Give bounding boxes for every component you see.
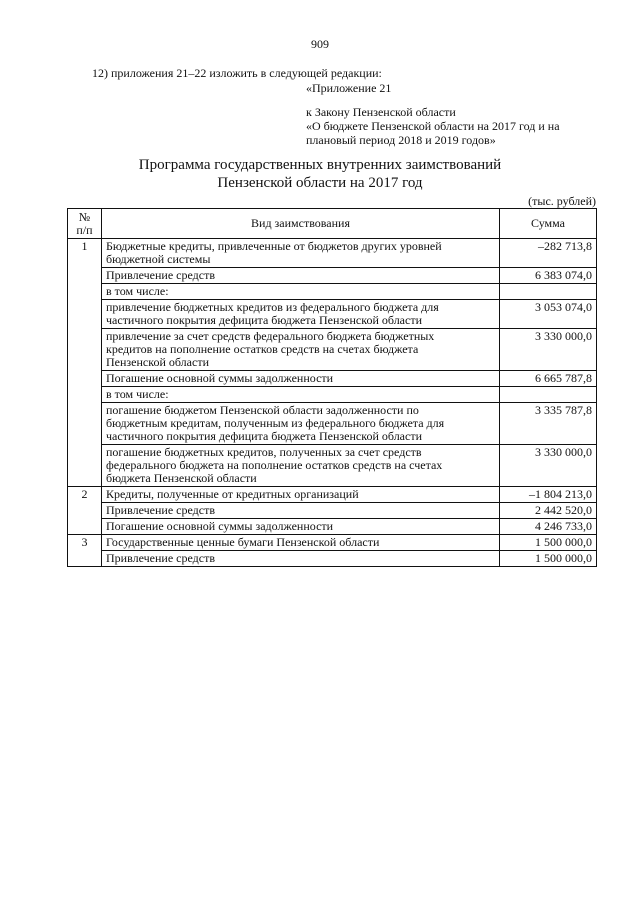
row-amount: 3 330 000,0 — [500, 445, 597, 487]
row-borrowing-type — [102, 535, 500, 551]
row-number — [68, 300, 102, 329]
table-header-row — [68, 209, 597, 239]
row-borrowing-type — [102, 300, 500, 329]
table-row — [68, 268, 597, 284]
row-borrowing-type — [102, 268, 500, 284]
row-text-line: погашение бюджетом Пензенской области задолженности по — [106, 403, 419, 417]
row-amount: 3 330 000,0 — [500, 329, 597, 371]
row-amount: 6 383 074,0 — [500, 268, 597, 284]
row-amount: 6 665 787,8 — [500, 371, 597, 387]
row-amount: –1 804 213,0 — [500, 487, 597, 503]
row-number: 3 — [68, 535, 102, 551]
row-number: 2 — [68, 487, 102, 503]
row-text-line: Погашение основной суммы задолженности — [106, 519, 334, 533]
amendment-intro: 12) приложения 21–22 изложить в следующей редакции: — [92, 66, 382, 80]
law-reference-line: «О бюджете Пензенской области на 2017 год и на — [306, 119, 560, 133]
table-row — [68, 487, 597, 503]
row-number — [68, 403, 102, 445]
row-text-line: Привлечение средств — [106, 503, 215, 517]
row-borrowing-type — [102, 487, 500, 503]
table-row — [68, 551, 597, 567]
table-row — [68, 371, 597, 387]
row-text-line: привлечение бюджетных кредитов из федерального бюджета для — [106, 300, 439, 314]
row-amount: 3 053 074,0 — [500, 300, 597, 329]
page-number: 909 — [311, 37, 329, 51]
row-text-line: Кредиты, полученные от кредитных организаций — [106, 487, 359, 501]
row-text-line: в том числе: — [106, 284, 169, 298]
row-number — [68, 284, 102, 300]
row-number — [68, 519, 102, 535]
document-title-line: Программа государственных внутренних заимствований — [138, 157, 502, 173]
row-amount: 3 335 787,8 — [500, 403, 597, 445]
row-amount — [500, 387, 597, 403]
row-text-line: погашение бюджетных кредитов, полученных за счет средств — [106, 445, 422, 459]
row-borrowing-type — [102, 445, 500, 487]
row-number: 1 — [68, 239, 102, 268]
row-text-line: бюджетной системы — [106, 252, 211, 266]
row-text-line: частичного покрытия дефицита бюджета Пензенской области — [106, 429, 422, 443]
borrowing-program-table — [67, 208, 597, 567]
row-amount — [500, 284, 597, 300]
row-text-line: Привлечение средств — [106, 268, 215, 282]
table-row — [68, 403, 597, 445]
row-number — [68, 371, 102, 387]
row-text-line: частичного покрытия дефицита бюджета Пензенской области — [106, 313, 422, 327]
appendix-label: «Приложение 21 — [306, 81, 392, 95]
row-number — [68, 268, 102, 284]
row-number — [68, 445, 102, 487]
row-number — [68, 387, 102, 403]
header-amount: Сумма — [500, 209, 597, 239]
law-reference — [306, 105, 596, 147]
row-borrowing-type — [102, 387, 500, 403]
row-borrowing-type — [102, 239, 500, 268]
row-amount: 1 500 000,0 — [500, 551, 597, 567]
row-number — [68, 503, 102, 519]
header-borrowing-type: Вид заимствования — [102, 209, 500, 239]
row-borrowing-type — [102, 403, 500, 445]
row-amount: 4 246 733,0 — [500, 519, 597, 535]
row-text-line: Бюджетные кредиты, привлеченные от бюджетов других уровней — [106, 239, 442, 253]
row-amount: 2 442 520,0 — [500, 503, 597, 519]
header-number-line: № — [78, 209, 91, 224]
row-borrowing-type — [102, 371, 500, 387]
row-number — [68, 551, 102, 567]
table-row — [68, 503, 597, 519]
document-title-line: Пензенской области на 2017 год — [217, 175, 423, 191]
row-text-line: бюджета Пензенской области — [106, 471, 257, 485]
row-borrowing-type — [102, 284, 500, 300]
row-text-line: федерального бюджета на пополнение остатков средств на счетах — [106, 458, 443, 472]
row-amount: –282 713,8 — [500, 239, 597, 268]
row-text-line: Привлечение средств — [106, 551, 215, 565]
table-row — [68, 239, 597, 268]
row-borrowing-type — [102, 329, 500, 371]
row-text-line: бюджетным кредитам, полученным из федерального бюджета для — [106, 416, 445, 430]
row-text-line: привлечение за счет средств федерального бюджета бюджетных — [106, 329, 435, 343]
row-amount: 1 500 000,0 — [500, 535, 597, 551]
table-row — [68, 535, 597, 551]
header-number — [68, 209, 102, 239]
law-reference-line: плановый период 2018 и 2019 годов» — [306, 133, 496, 147]
table-row — [68, 519, 597, 535]
units-note: (тыс. рублей) — [528, 194, 596, 208]
table-row — [68, 329, 597, 371]
document-title — [0, 156, 640, 192]
law-reference-line: к Закону Пензенской области — [306, 105, 456, 119]
row-text-line: кредитов на пополнение остатков средств на счетах бюджета — [106, 342, 419, 356]
table-row — [68, 445, 597, 487]
table-body — [68, 239, 597, 567]
table-row — [68, 387, 597, 403]
table-row — [68, 300, 597, 329]
row-borrowing-type — [102, 519, 500, 535]
table-row — [68, 284, 597, 300]
row-borrowing-type — [102, 551, 500, 567]
row-text-line: Пензенской области — [106, 355, 209, 369]
row-text-line: Погашение основной суммы задолженности — [106, 371, 334, 385]
row-borrowing-type — [102, 503, 500, 519]
row-number — [68, 329, 102, 371]
row-text-line: в том числе: — [106, 387, 169, 401]
row-text-line: Государственные ценные бумаги Пензенской области — [106, 535, 380, 549]
header-number-line: п/п — [76, 222, 93, 237]
